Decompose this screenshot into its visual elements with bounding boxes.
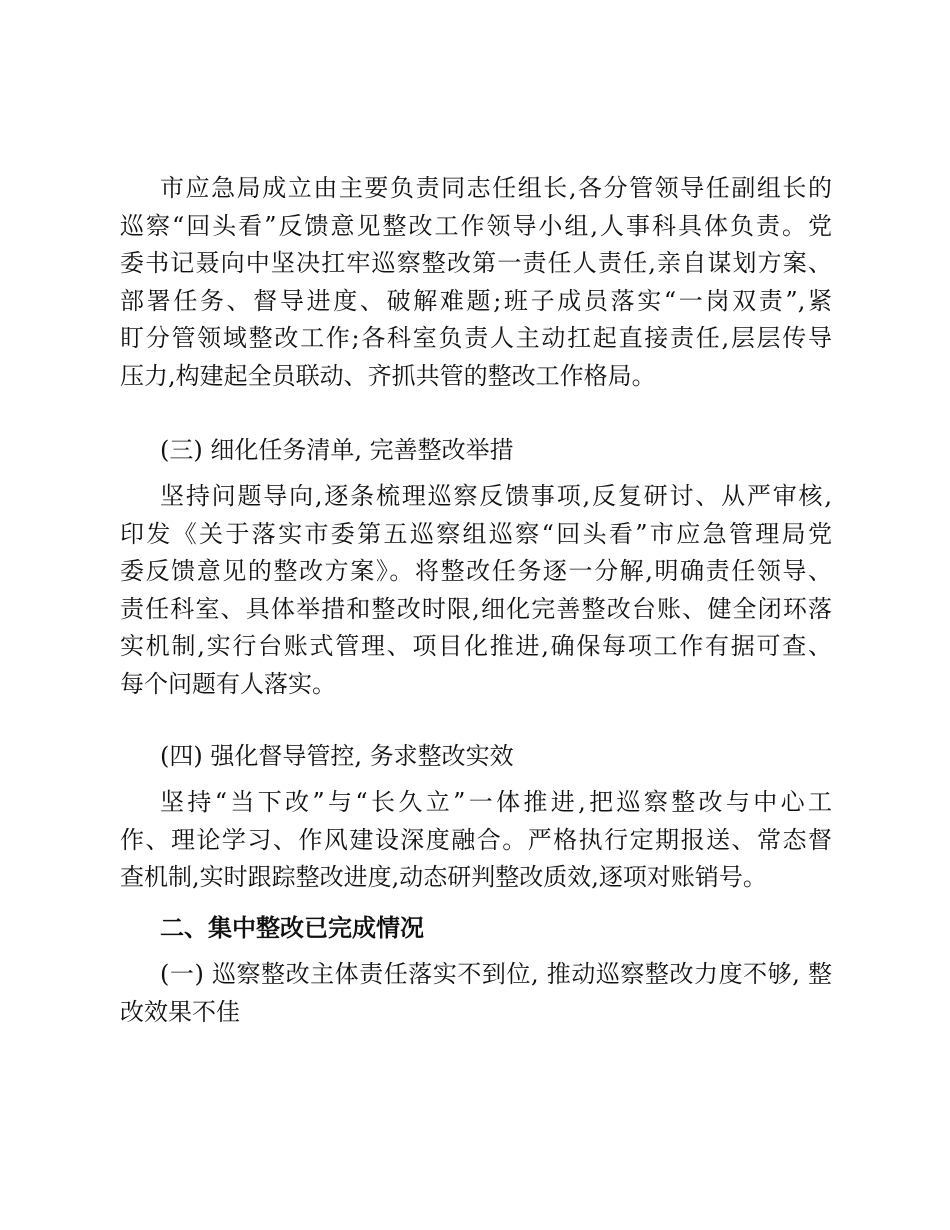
paragraph-line: 作、理论学习、作风建设深度融合。严格执行定期报送、常态督 (120, 825, 832, 854)
paragraph-leadership-group (120, 170, 832, 395)
paragraph-line: 坚持“当下改”与“长久立”一体推进,把巡察整改与中心工 (160, 788, 832, 816)
paragraph-line: 坚持问题导向,逐条梳理巡察反馈事项,反复研讨、从严审核, (160, 482, 832, 510)
paragraph-line: 委书记聂向中坚决扛牢巡察整改第一责任人责任,亲自谋划方案、 (120, 249, 832, 277)
paragraph-line: 压力,构建起全员联动、齐抓共管的整改工作格局。 (120, 361, 656, 390)
section-heading: 二、集中整改已完成情况 (160, 914, 424, 942)
subheading-line: 改效果不佳 (120, 997, 240, 1026)
subheading-responsibility (120, 956, 832, 1031)
section-subheading: (三) 细化任务清单, 完善整改举措 (160, 436, 514, 464)
paragraph-line: 巡察“回头看”反馈意见整改工作领导小组,人事科具体负责。党 (120, 211, 832, 240)
section-two-heading (120, 910, 832, 948)
paragraph-line: 查机制,实时跟踪整改进度,动态研判整改质效,逐项对账销号。 (120, 863, 767, 891)
paragraph-line: 市应急局成立由主要负责同志任组长,各分管领导任副组长的 (160, 174, 832, 202)
heading-task-list (120, 432, 832, 470)
paragraph-line: 委反馈意见的整改方案》。将整改任务逐一分解,明确责任领导、 (120, 557, 832, 585)
paragraph-line: 盯分管领域整改工作;各科室负责人主动扛起直接责任,层层传导 (120, 324, 832, 352)
subheading-line: (一) 巡察整改主体责任落实不到位, 推动巡察整改力度不够, 整 (160, 960, 832, 988)
paragraph-line: 部署任务、督导进度、破解难题;班子成员落实“一岗双责”,紧 (120, 286, 832, 315)
paragraph-line: 每个问题有人落实。 (120, 669, 336, 698)
paragraph-line: 责任科室、具体举措和整改时限,细化完善整改台账、健全闭环落 (120, 594, 832, 623)
section-subheading: (四) 强化督导管控, 务求整改实效 (160, 742, 514, 770)
heading-supervision (120, 738, 832, 776)
paragraph-supervision (120, 784, 832, 897)
paragraph-task-list (120, 478, 832, 703)
paragraph-line: 印发《关于落实市委第五巡察组巡察“回头看”市应急管理局党 (120, 519, 832, 548)
paragraph-line: 实机制,实行台账式管理、项目化推进,确保每项工作有据可查、 (120, 632, 832, 660)
